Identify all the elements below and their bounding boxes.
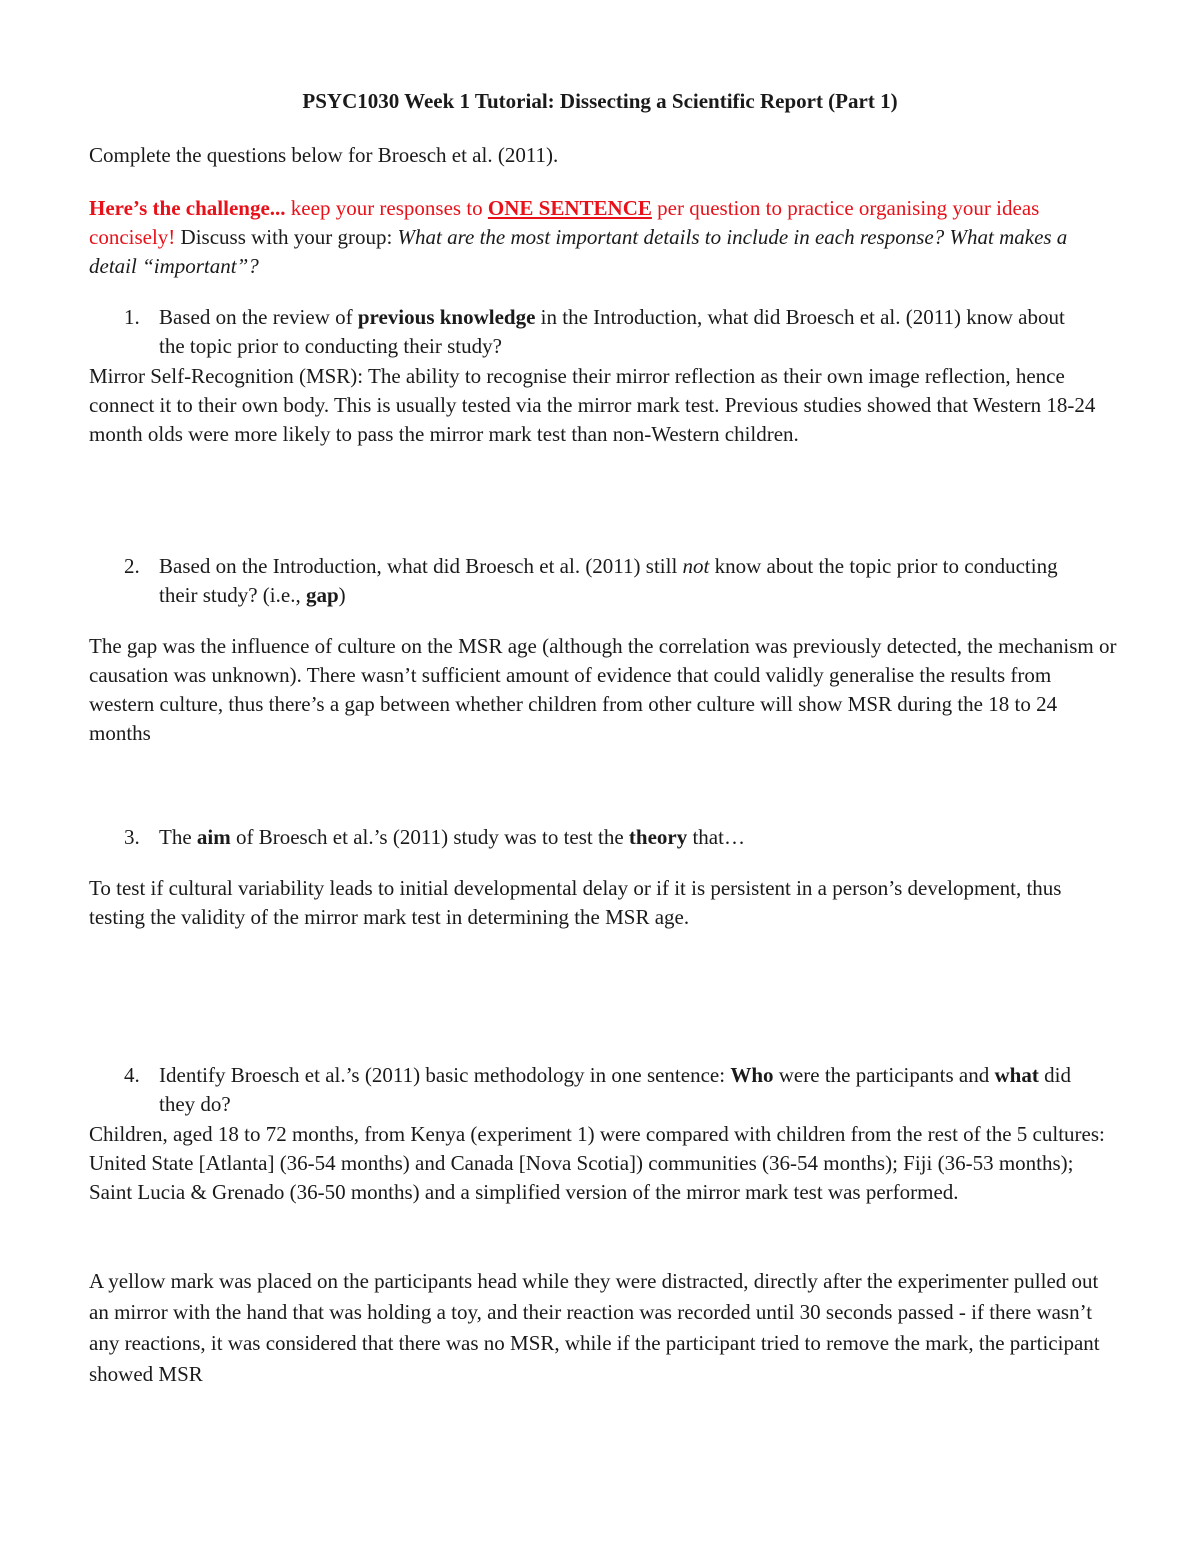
question-text-part: Based on the Introduction, what did Broesch et al. (2011) still xyxy=(159,554,683,578)
question-3 xyxy=(124,823,1084,852)
intro-text: Complete the questions below for Broesch et al. (2011). xyxy=(89,143,559,167)
challenge-text-3: Discuss with your group: xyxy=(175,225,398,249)
page-title: PSYC1030 Week 1 Tutorial: Dissecting a Scientific Report (Part 1) xyxy=(302,89,898,113)
challenge-text-2: per question to practice organising your ideas concisely! xyxy=(89,196,1040,249)
question-text-part: in the Introduction, what did Broesch et al. (2011) know about the topic prior to conducting their study? xyxy=(159,305,1065,358)
challenge-question: What are the most important details to include in each response? What makes a detail “important”? xyxy=(89,225,1068,278)
question-4 xyxy=(124,1061,1084,1119)
question-keyword: Who xyxy=(730,1063,774,1087)
question-text-part: know about the topic prior to conducting their study? (i.e., xyxy=(159,554,1058,607)
answer-1: Mirror Self-Recognition (MSR): The ability to recognise their mirror reflection as their own image reflection, hence connect it to their own body. This is usually tested via the mirror mark test. Previous studies showed that Western 18-24 month olds were more likely to pass the mirror mark test than non-Western children. xyxy=(89,364,1096,446)
question-text-part: ) xyxy=(338,583,346,607)
challenge-text-1: keep your responses to xyxy=(285,196,488,220)
question-text-part: The xyxy=(159,825,197,849)
question-keyword: previous knowledge xyxy=(357,305,536,329)
question-text xyxy=(159,823,1084,852)
question-keyword: aim xyxy=(196,825,231,849)
question-keyword: theory xyxy=(628,825,688,849)
question-number: 4. xyxy=(124,1063,140,1087)
question-number: 1. xyxy=(124,305,140,329)
answer-4-continued: A yellow mark was placed on the participants head while they were distracted, directly after the experimenter pulled out an mirror with the hand that was holding a toy, and their reaction was recorded until 30 seconds passed - if there wasn’t any reactions, it was considered that there was no MSR, while if the participant tried to remove the mark, the participant showed MSR xyxy=(89,1269,1100,1386)
question-keyword: gap xyxy=(305,583,339,607)
question-number: 2. xyxy=(124,554,140,578)
answer-3: To test if cultural variability leads to initial developmental delay or if it is persistent in a person’s development, thus testing the validity of the mirror mark test in determining the MSR age. xyxy=(89,876,1062,929)
question-text-part: Identify Broesch et al.’s (2011) basic methodology in one sentence: xyxy=(159,1063,731,1087)
question-text-part: of Broesch et al.’s (2011) study was to test the xyxy=(230,825,629,849)
question-number: 3. xyxy=(124,825,140,849)
challenge-paragraph xyxy=(89,194,1119,281)
question-text-part: that… xyxy=(687,825,745,849)
answer-2: The gap was the influence of culture on the MSR age (although the correlation was previously detected, the mechanism or causation was unknown). There wasn’t sufficient amount of evidence that could validly generalise the results from western culture, thus there’s a gap between whether children from other culture will show MSR during the 18 to 24 months xyxy=(89,634,1117,745)
challenge-emphasis: ONE SENTENCE xyxy=(487,196,652,220)
question-italic: not xyxy=(682,554,710,578)
question-text-part: Based on the review of xyxy=(159,305,358,329)
question-text-part: were the participants and xyxy=(773,1063,995,1087)
question-text xyxy=(159,552,1084,610)
question-text xyxy=(159,1061,1084,1119)
question-keyword: what xyxy=(994,1063,1039,1087)
challenge-lead: Here’s the challenge... xyxy=(89,196,286,220)
question-2 xyxy=(124,552,1084,610)
question-text xyxy=(159,303,1084,361)
question-1 xyxy=(124,303,1084,361)
question-text-part: did they do? xyxy=(159,1063,1071,1116)
answer-4: Children, aged 18 to 72 months, from Kenya (experiment 1) were compared with children from the rest of the 5 cultures: United State [Atlanta] (36-54 months) and Canada [Nova Scotia]) communities (36-54 months); Fiji (36-53 months); Saint Lucia & Grenado (36-50 months) and a simplified version of the mirror mark test was performed. xyxy=(89,1122,1105,1204)
